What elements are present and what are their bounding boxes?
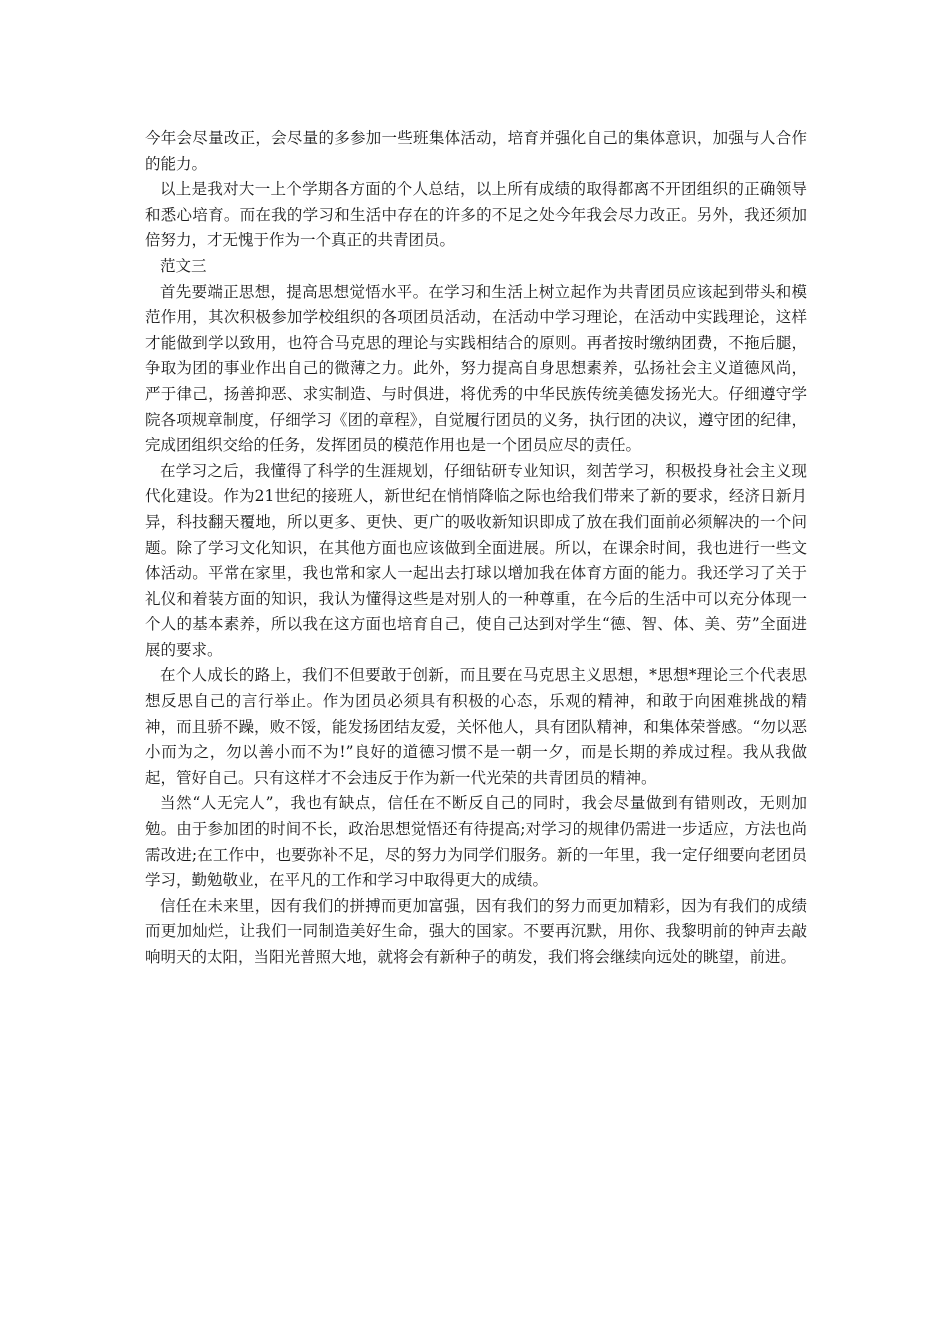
paragraph-shortcomings: 当然“人无完人”，我也有缺点，信任在不断反自己的同时，我会尽量做到有错则改，无则加勉。由于参加团的时间不长，政治思想觉悟还有待提高;对学习的规律仍需进一步适应，方法也尚需改进;在工作中，也要弥补不足，尽的努力为同学们服务。新的一年里，我一定仔细要向老团员学习，勤勉敬业，在平凡的工作和学习中取得更大的成绩。: [145, 794, 807, 890]
paragraph-study: 在学习之后，我懂得了科学的生涯规划，仔细钻研专业知识，刻苦学习，积极投身社会主义现代化建设。作为21世纪的接班人，新世纪在悄悄降临之际也给我们带来了新的要求，经济日新月异，科技翻天覆地，所以更多、更快、更广的吸收新知识即成了放在我们面前必须解决的一个问题。除了学习文化知识，在其他方面也应该做到全面进展。所以，在课余时间，我也进行一些文体活动。平常在家里，我也常和家人一起出去打球以增加我在体育方面的能力。我还学习了关于礼仪和着装方面的知识，我认为懂得这些是对别人的一种尊重，在今后的生活中可以充分体现一个人的基本素养，所以我在这方面也培育自己，使自己达到对学生“德、智、体、美、劳”全面进展的要求。: [145, 461, 807, 659]
section-heading-fanwen-3: 范文三: [160, 256, 207, 275]
document-body: [145, 126, 807, 971]
paragraph-summary: 以上是我对大一上个学期各方面的个人总结，以上所有成绩的取得都离不开团组织的正确领导和悉心培育。而在我的学习和生活中存在的许多的不足之处今年我会尽力改正。另外，我还须加倍努力，才无愧于作为一个真正的共青团员。: [145, 180, 807, 250]
paragraph-continuation: 今年会尽量改正，会尽量的多参加一些班集体活动，培育并强化自己的集体意识，加强与人合作的能力。: [145, 129, 807, 173]
paragraph-growth: 在个人成长的路上，我们不但要敢于创新，而且要在马克思主义思想，*思想*理论三个代表思想反思自己的言行举止。作为团员必须具有积极的心态，乐观的精神，和敢于向困难挑战的精神，而且骄不躁，败不馁，能发扬团结友爱，关怀他人，具有团队精神，和集体荣誉感。“勿以恶小而为之，勿以善小而不为!”良好的道德习惯不是一朝一夕，而是长期的养成过程。我从我做起，管好自己。只有这样才不会违反于作为新一代光荣的共青团员的精神。: [145, 666, 807, 787]
paragraph-thought: 首先要端正思想，提高思想觉悟水平。在学习和生活上树立起作为共青团员应该起到带头和模范作用，其次积极参加学校组织的各项团员活动，在活动中学习理论，在活动中实践理论，这样才能做到学以致用，也符合马克思的理论与实践相结合的原则。再者按时缴纳团费，不拖后腿，争取为团的事业作出自己的微薄之力。此外，努力提高自身思想素养，弘扬社会主义道德风尚，严于律己，扬善抑恶、求实制造、与时俱进，将优秀的中华民族传统美德发扬光大。仔细遵守学院各项规章制度，仔细学习《团的章程》，自觉履行团员的义务，执行团的决议，遵守团的纪律，完成团组织交给的任务，发挥团员的模范作用也是一个团员应尽的责任。: [145, 282, 807, 455]
paragraph-future: 信任在未来里，因有我们的拼搏而更加富强，因有我们的努力而更加精彩，因为有我们的成绩而更加灿烂，让我们一同制造美好生命，强大的国家。不要再沉默，用你、我黎明前的钟声去敲响明天的太阳，当阳光普照大地，就将会有新种子的萌发，我们将会继续向远处的眺望，前进。: [145, 896, 807, 966]
